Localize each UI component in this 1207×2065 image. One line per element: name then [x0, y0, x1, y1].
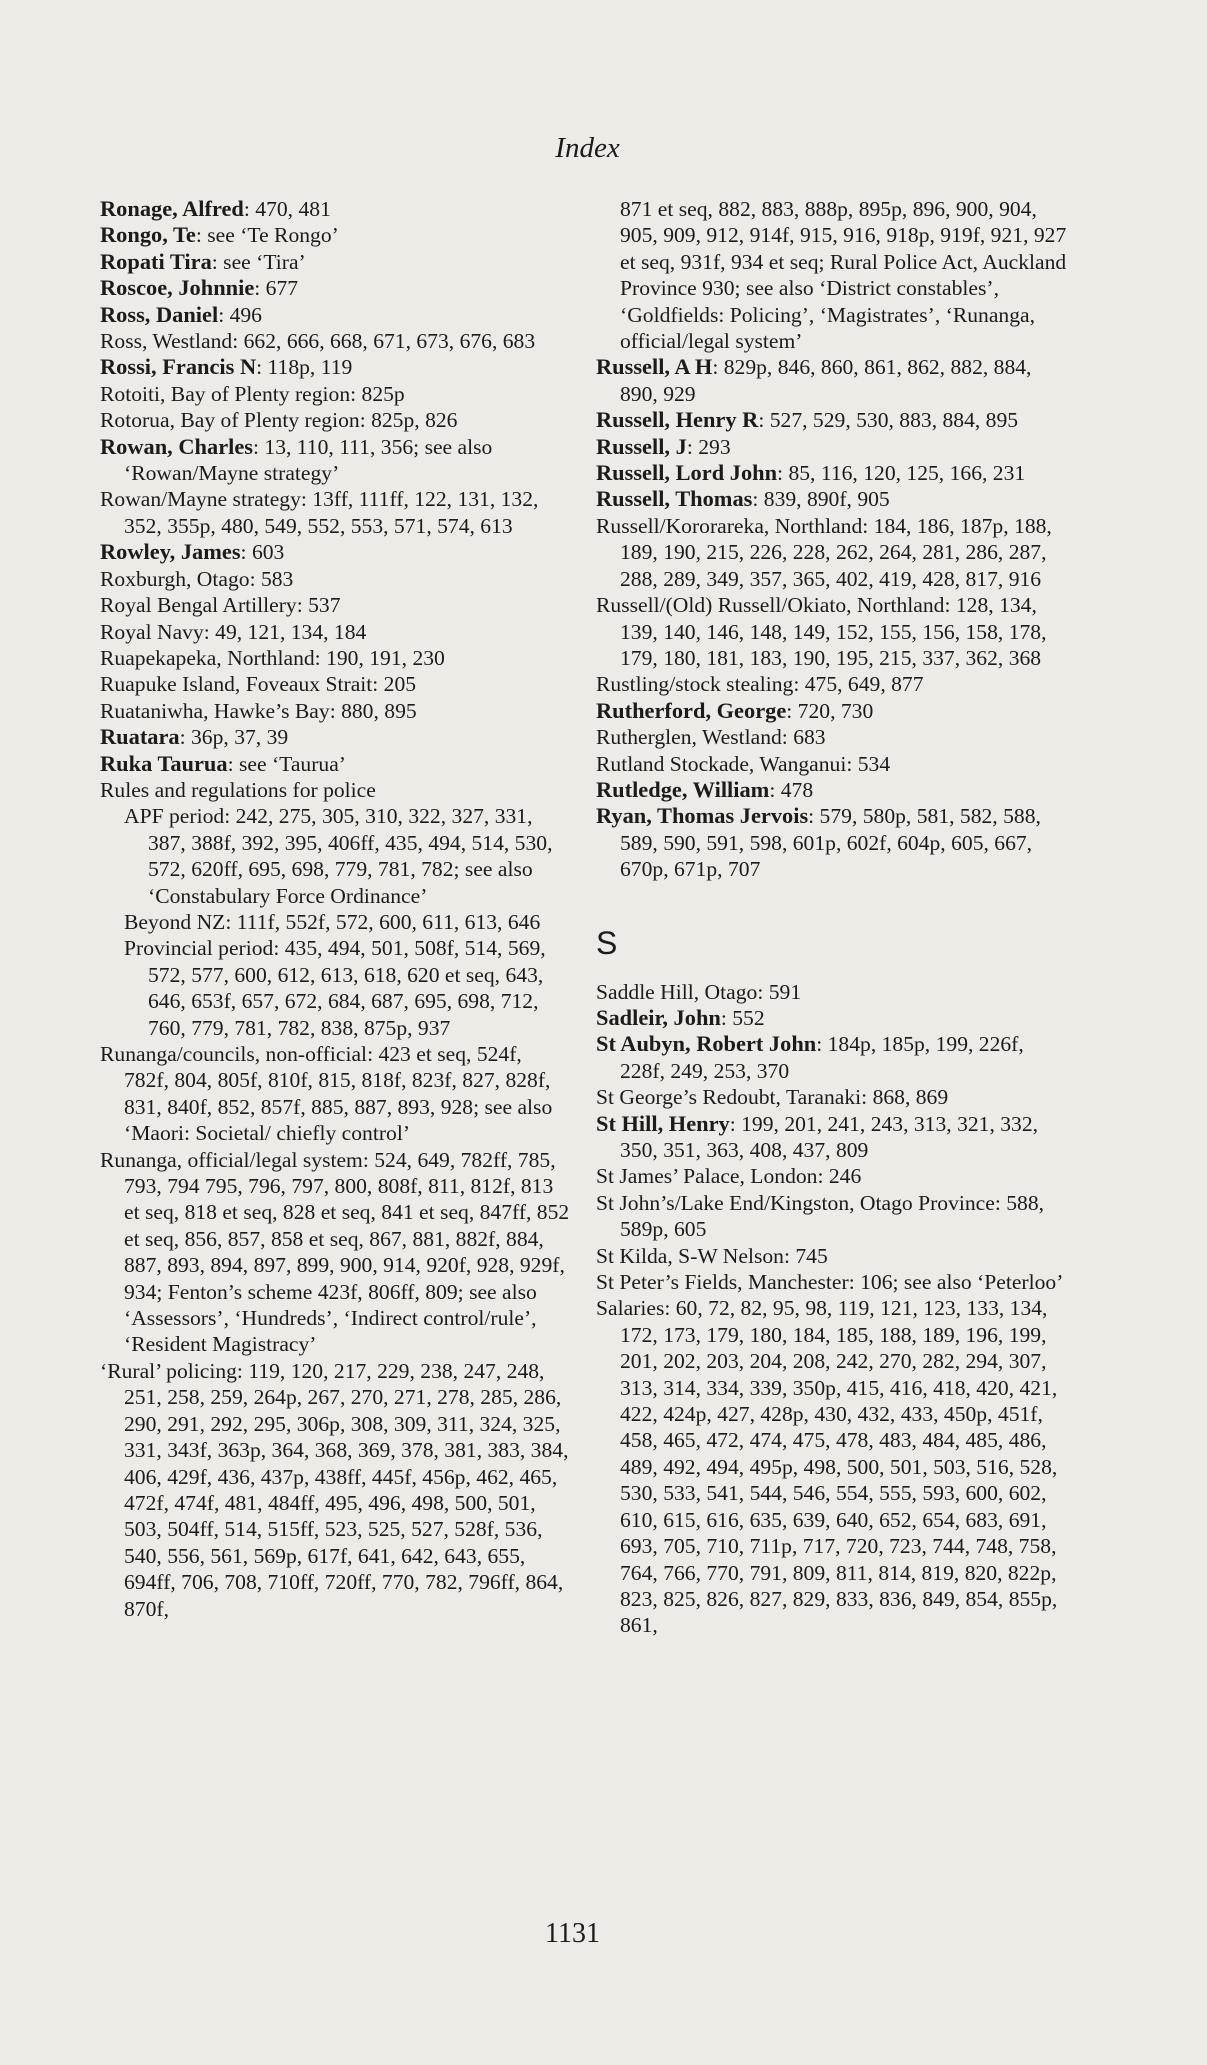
- s-section-entries: [596, 979, 1072, 1639]
- index-entry: [596, 751, 1072, 777]
- entry-heading: Ross, Daniel: [100, 301, 219, 327]
- entry-references: : 184p, 185p, 199, 226f, 228f, 249, 253, 370: [620, 1032, 1024, 1083]
- entry-heading: Rowan, Charles: [100, 433, 254, 459]
- index-entry: [100, 275, 570, 301]
- entry-heading: St Kilda, S-W Nelson: [596, 1243, 784, 1268]
- entry-heading: Ruapuke Island, Foveaux Strait: [100, 672, 373, 697]
- index-entry: [596, 724, 1072, 750]
- entry-references: : 527, 529, 530, 883, 884, 895: [758, 408, 1019, 433]
- entry-references: : 829p, 846, 860, 861, 862, 882, 884, 890, 929: [620, 355, 1032, 406]
- index-entry: [100, 592, 570, 618]
- index-entry: [100, 249, 570, 275]
- entry-references: : 13, 110, 111, 356; see also ‘Rowan/Mayne strategy’: [124, 434, 493, 486]
- index-entry: [596, 1031, 1072, 1084]
- index-entry: [100, 671, 570, 697]
- entry-references: : 199, 201, 241, 243, 313, 321, 332, 350, 351, 363, 408, 437, 809: [620, 1111, 1039, 1162]
- index-entry: [100, 698, 570, 724]
- entry-references: : 534: [846, 751, 891, 776]
- entry-heading: St Hill, Henry: [596, 1110, 730, 1136]
- entry-heading: Rotoiti, Bay of Plenty region: [100, 381, 351, 406]
- entry-references: : 60, 72, 82, 95, 98, 119, 121, 123, 133, 134, 172, 173, 179, 180, 184, 185, 188, 189, 196, 199, 201, 202, 203, 204, 208, 242, 270, 282, 294, 307, 313, 314, 334, 339, 350p, 415, 416, 418, 420, 421, 422, 424p, 427, 428p, 430, 432, 433, 450p, 451f, 458, 465, 472, 474, 475, 478, 483, 484, 485, 486, 489, 492, 494, 495p, 498, 500, 501, 503, 516, 528, 530, 533, 541, 544, 546, 554, 555, 593, 600, 602, 610, 615, 616, 635, 639, 640, 652, 654, 683, 691, 693, 705, 710, 711p, 717, 720, 723, 744, 748, 758, 764, 766, 770, 791, 809, 811, 814, 819, 820, 822p, 823, 825, 826, 827, 829, 833, 836, 849, 854, 855p, 861,: [620, 1296, 1058, 1638]
- entry-heading: Runanga/councils, non-official: [100, 1042, 368, 1066]
- entry-heading: Ruka Taurua: [100, 750, 228, 776]
- entry-heading: Provincial period: [124, 936, 274, 961]
- entry-references: : 475, 649, 877: [793, 672, 924, 697]
- entry-heading: Rowley, James: [100, 539, 241, 565]
- entry-heading: Rules and regulations for police: [100, 777, 376, 802]
- entry-heading: Roxburgh, Otago: [100, 566, 250, 591]
- entry-references: : 677: [254, 276, 299, 301]
- index-entry: [100, 803, 570, 909]
- entry-heading: Saddle Hill, Otago: [596, 979, 758, 1004]
- entry-heading: Ronage, Alfred: [100, 196, 244, 221]
- index-entry: [596, 486, 1072, 512]
- index-entry: [100, 486, 570, 539]
- entry-references: : 118p, 119: [256, 355, 353, 380]
- entry-references: : 435, 494, 501, 508f, 514, 569, 572, 577, 600, 612, 613, 618, 620 et seq, 643, 646, 653f, 657, 672, 684, 687, 695, 698, 712, 760, 779, 781, 782, 838, 875p, 937: [148, 936, 546, 1040]
- index-entry: [596, 1111, 1072, 1164]
- entry-references: : 111f, 552f, 572, 600, 611, 613, 646: [225, 909, 541, 934]
- index-entry: [100, 407, 570, 433]
- index-entry: [100, 566, 570, 592]
- entry-heading: Russell/Kororareka, Northland: [596, 513, 863, 538]
- index-entry: [100, 935, 570, 1041]
- right-column: [596, 196, 1072, 1639]
- index-entry: [596, 777, 1072, 803]
- index-entry: [100, 434, 570, 487]
- entry-references: : 85, 116, 120, 125, 166, 231: [777, 461, 1026, 486]
- entry-heading: Russell, Lord John: [596, 460, 778, 486]
- entry-references: : 36p, 37, 39: [179, 725, 289, 750]
- entry-heading: Russell, A H: [596, 354, 713, 380]
- entry-heading: Ross, Westland: [100, 329, 233, 354]
- entry-references: : 524, 649, 782ff, 785, 793, 794 795, 796, 797, 800, 808f, 811, 812f, 813 et seq, 818 et seq, 828 et seq, 841 et seq, 847ff, 852 et seq, 856, 857, 858 et seq, 867, 881, 882f, 884, 887, 893, 894, 897, 899, 900, 914, 920f, 928, 929f, 934; Fenton’s scheme 423f, 806ff, 809; see also ‘Assessors’, ‘Hundreds’, ‘Indirect control/rule’, ‘Resident Magistracy’: [124, 1147, 570, 1357]
- entry-heading: Roscoe, Johnnie: [100, 275, 255, 301]
- entry-heading: Rutland Stockade, Wanganui: [596, 751, 847, 776]
- index-entry: [100, 777, 570, 803]
- index-entry: [596, 1269, 1072, 1295]
- index-entry: [596, 803, 1072, 882]
- index-entry: [100, 1358, 570, 1622]
- entry-heading: Runanga, official/legal system: [100, 1147, 363, 1172]
- index-entry: [100, 909, 570, 935]
- entry-heading: Beyond NZ: [124, 909, 226, 934]
- entry-references: : see ‘Taurua’: [227, 751, 346, 776]
- index-entry: [100, 196, 570, 222]
- entry-references: : see ‘Te Rongo’: [195, 223, 339, 248]
- index-entry: [596, 1163, 1072, 1189]
- index-entry: [100, 302, 570, 328]
- entry-references: : 470, 481: [243, 197, 331, 221]
- section-letter: S: [596, 924, 618, 961]
- entry-references: : 119, 120, 217, 229, 238, 247, 248, 251, 258, 259, 264p, 267, 270, 271, 278, 285, 286, 290, 291, 292, 295, 306p, 308, 309, 311, 324, 325, 331, 343f, 363p, 364, 368, 369, 378, 381, 383, 384, 406, 429f, 436, 437p, 438ff, 445f, 456p, 462, 465, 472f, 474f, 481, 484ff, 495, 496, 498, 500, 501, 503, 504ff, 514, 515ff, 523, 525, 527, 528f, 536, 540, 556, 561, 569p, 617f, 641, 642, 643, 655, 694ff, 706, 708, 710ff, 720ff, 770, 782, 796ff, 864, 870f,: [124, 1358, 569, 1621]
- entry-references: : 588, 589p, 605: [620, 1190, 1045, 1242]
- index-entry: [100, 354, 570, 380]
- index-entry: [596, 513, 1072, 592]
- entry-references: : 683: [781, 725, 826, 750]
- entry-references: : 537: [296, 593, 341, 618]
- index-entry: [100, 539, 570, 565]
- entry-references: : 242, 275, 305, 310, 322, 327, 331, 387, 388f, 392, 395, 406ff, 435, 494, 514, 530, 572, 620ff, 695, 698, 779, 781, 782; see also ‘Constabulary Force Ordinance’: [148, 804, 553, 908]
- entry-references: : 478: [769, 777, 814, 802]
- index-entry: [596, 460, 1072, 486]
- index-entry: [100, 751, 570, 777]
- entry-heading: Rossi, Francis N: [100, 354, 257, 380]
- index-entry: [100, 619, 570, 645]
- index-entry: [596, 592, 1072, 671]
- r-section-entries: [596, 196, 1072, 883]
- entry-references: : 720, 730: [786, 698, 874, 723]
- entry-heading: Sadleir, John: [596, 1004, 721, 1030]
- entry-heading: Ryan, Thomas Jervois: [596, 803, 809, 829]
- entry-references: : 423 et seq, 524f, 782f, 804, 805f, 810f, 815, 818f, 823f, 827, 828f, 831, 840f, 852, 857f, 885, 887, 893, 928; see also ‘Maori: Societal/ chiefly control’: [124, 1042, 553, 1146]
- entry-references: : 293: [686, 434, 731, 459]
- entry-heading: Rustling/stock stealing: [596, 672, 794, 697]
- index-entry: [596, 407, 1072, 433]
- entry-heading: St James’ Palace, London: [596, 1164, 818, 1189]
- entry-heading: APF period: [124, 804, 225, 829]
- entry-heading: Rongo, Te: [100, 222, 196, 248]
- left-column: [100, 196, 570, 1622]
- entry-heading: Russell, Henry R: [596, 407, 759, 433]
- index-entry: [596, 434, 1072, 460]
- running-header: Index: [555, 132, 620, 164]
- entry-references: : 205: [372, 672, 417, 697]
- entry-references: : 13ff, 111ff, 122, 131, 132, 352, 355p, 480, 549, 552, 553, 571, 574, 613: [124, 487, 539, 538]
- entry-heading: Rowan/Mayne strategy: [100, 487, 301, 512]
- index-entry: [596, 1243, 1072, 1269]
- index-entry: [596, 698, 1072, 724]
- entry-heading: Russell, J: [596, 433, 687, 459]
- entry-references: : 745: [783, 1243, 828, 1268]
- index-entry: [596, 196, 1072, 354]
- entry-heading: Ruataniwha, Hawke’s Bay: [100, 698, 330, 723]
- entry-heading: Ruatara: [100, 724, 180, 750]
- entry-heading: Rotorua, Bay of Plenty region: [100, 408, 360, 433]
- index-entry: [596, 671, 1072, 697]
- entry-references: : 552: [720, 1005, 765, 1030]
- index-entry: [100, 1147, 570, 1358]
- index-entry: [100, 222, 570, 248]
- index-entry: [100, 724, 570, 750]
- entry-heading: Rutherford, George: [596, 697, 787, 723]
- entry-references: : 662, 666, 668, 671, 673, 676, 683: [232, 329, 536, 354]
- entry-heading: Royal Bengal Artillery: [100, 593, 297, 618]
- entry-references: : 49, 121, 134, 184: [203, 619, 367, 644]
- entry-references: : 825p, 826: [359, 408, 458, 433]
- entry-references: : 603: [240, 540, 285, 565]
- entry-references: : see ‘Tira’: [211, 249, 306, 274]
- entry-heading: Rutledge, William: [596, 776, 770, 802]
- entry-heading: Rutherglen, Westland: [596, 725, 782, 750]
- index-entry: [596, 979, 1072, 1005]
- entry-references: : 868, 869: [861, 1085, 949, 1110]
- index-entry: [100, 328, 570, 354]
- entry-references: : 106; see also ‘Peterloo’: [848, 1270, 1064, 1295]
- entry-references: : 579, 580p, 581, 582, 588, 589, 590, 591, 598, 601p, 602f, 604p, 605, 667, 670p, 671p, 707: [620, 804, 1041, 882]
- entry-references: : 190, 191, 230: [314, 645, 445, 670]
- index-entry: [100, 1041, 570, 1147]
- entry-references: : 128, 134, 139, 140, 146, 148, 149, 152, 155, 156, 158, 178, 179, 180, 181, 183, 190, 195, 215, 337, 362, 368: [620, 593, 1047, 670]
- entry-heading: St Peter’s Fields, Manchester: [596, 1270, 849, 1295]
- entry-references: : 496: [218, 302, 262, 327]
- page-number: 1131: [545, 1918, 600, 1949]
- index-entry: [596, 1295, 1072, 1638]
- entry-references: : 825p: [350, 381, 405, 406]
- entry-heading: Ropati Tira: [100, 248, 212, 274]
- entry-references: 871 et seq, 882, 883, 888p, 895p, 896, 900, 904, 905, 909, 912, 914f, 915, 916, 918p, 919f, 921, 927 et seq, 931f, 934 et seq; Rural Police Act, Auckland Province 930; see also ‘District constables’, ‘Goldfields: Policing’, ‘Magistrates’, ‘Runanga, official/legal system’: [620, 197, 1067, 354]
- entry-references: : 184, 186, 187p, 188, 189, 190, 215, 226, 228, 262, 264, 281, 286, 287, 288, 289, 349, 357, 365, 402, 419, 428, 817, 916: [620, 513, 1052, 591]
- entry-heading: Royal Navy: [100, 619, 204, 644]
- entry-heading: Ruapekapeka, Northland: [100, 645, 315, 670]
- index-entry: [100, 381, 570, 407]
- entry-references: : 839, 890f, 905: [752, 487, 890, 512]
- entry-heading: St Aubyn, Robert John: [596, 1031, 817, 1057]
- entry-references: : 880, 895: [329, 698, 417, 723]
- entry-heading: Russell/(Old) Russell/Okiato, Northland: [596, 593, 945, 618]
- entry-heading: ‘Rural’ policing: [100, 1358, 237, 1383]
- entry-references: : 246: [817, 1164, 862, 1189]
- index-entry: [596, 1190, 1072, 1243]
- entry-references: : 583: [249, 566, 294, 591]
- entry-heading: Russell, Thomas: [596, 486, 753, 512]
- index-entry: [596, 1005, 1072, 1031]
- entry-heading: St George’s Redoubt, Taranaki: [596, 1085, 862, 1110]
- index-entry: [100, 645, 570, 671]
- entry-heading: St John’s/Lake End/Kingston, Otago Province: [596, 1190, 995, 1215]
- index-entry: [596, 354, 1072, 407]
- entry-heading: Salaries: [596, 1296, 665, 1321]
- entry-references: : 591: [757, 979, 802, 1004]
- index-entry: [596, 1084, 1072, 1110]
